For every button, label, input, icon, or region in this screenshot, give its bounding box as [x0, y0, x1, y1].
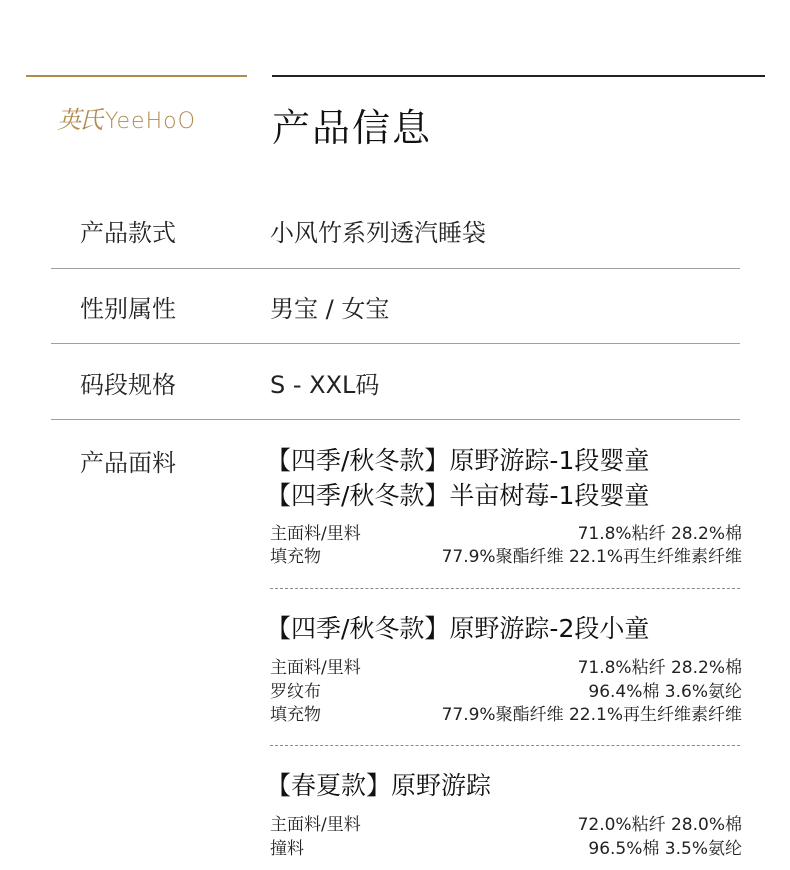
group-dashed-divider	[270, 745, 740, 746]
material-row	[270, 653, 742, 678]
gold-header-rule	[26, 75, 247, 77]
row-divider	[51, 268, 740, 269]
material-composition: 77.9%聚酯纤维 22.1%再生纤维素纤维	[441, 547, 742, 567]
material-name: 撞料	[270, 839, 304, 859]
material-composition: 72.0%粘纤 28.0%棉	[577, 815, 742, 835]
group-dashed-divider	[270, 588, 740, 589]
dark-header-rule	[272, 75, 765, 77]
material-row	[270, 700, 742, 725]
brand-logo-cn: 英氏	[57, 106, 101, 134]
material-composition: 71.8%粘纤 28.2%棉	[577, 658, 742, 678]
material-composition: 71.8%粘纤 28.2%棉	[577, 524, 742, 544]
material-row	[270, 810, 742, 835]
material-composition: 96.4%棉 3.6%氨纶	[588, 682, 742, 702]
material-name: 主面料/里料	[270, 815, 361, 835]
row-label-size: 码段规格	[80, 371, 176, 399]
row-label-fabric: 产品面料	[80, 449, 176, 477]
material-name: 填充物	[270, 705, 321, 725]
material-row	[270, 834, 742, 859]
material-composition: 77.9%聚酯纤维 22.1%再生纤维素纤维	[441, 705, 742, 725]
page-title: 产品信息	[272, 106, 433, 150]
material-row	[270, 677, 742, 702]
material-row	[270, 542, 742, 567]
brand-logo-en: YeeHoO	[105, 109, 196, 134]
brand-logo	[57, 100, 196, 135]
row-label-gender: 性别属性	[80, 295, 176, 323]
material-name: 主面料/里料	[270, 658, 361, 678]
fabric-group-title: 【四季/秋冬款】原野游踪-1段婴童	[266, 446, 650, 475]
fabric-group-title: 【四季/秋冬款】半亩树莓-1段婴童	[266, 481, 650, 510]
row-label-style: 产品款式	[80, 219, 176, 247]
row-divider	[51, 343, 740, 344]
row-value-size: S - XXL码	[270, 371, 380, 399]
material-row	[270, 519, 742, 544]
material-name: 罗纹布	[270, 682, 321, 702]
row-value-style: 小风竹系列透汽睡袋	[270, 219, 486, 247]
material-name: 主面料/里料	[270, 524, 361, 544]
row-value-gender: 男宝 / 女宝	[270, 295, 390, 323]
material-name: 填充物	[270, 547, 321, 567]
fabric-group-title: 【四季/秋冬款】原野游踪-2段小童	[266, 614, 650, 643]
fabric-group-title: 【春夏款】原野游踪	[266, 771, 492, 800]
row-divider	[51, 419, 740, 420]
material-composition: 96.5%棉 3.5%氨纶	[588, 839, 742, 859]
